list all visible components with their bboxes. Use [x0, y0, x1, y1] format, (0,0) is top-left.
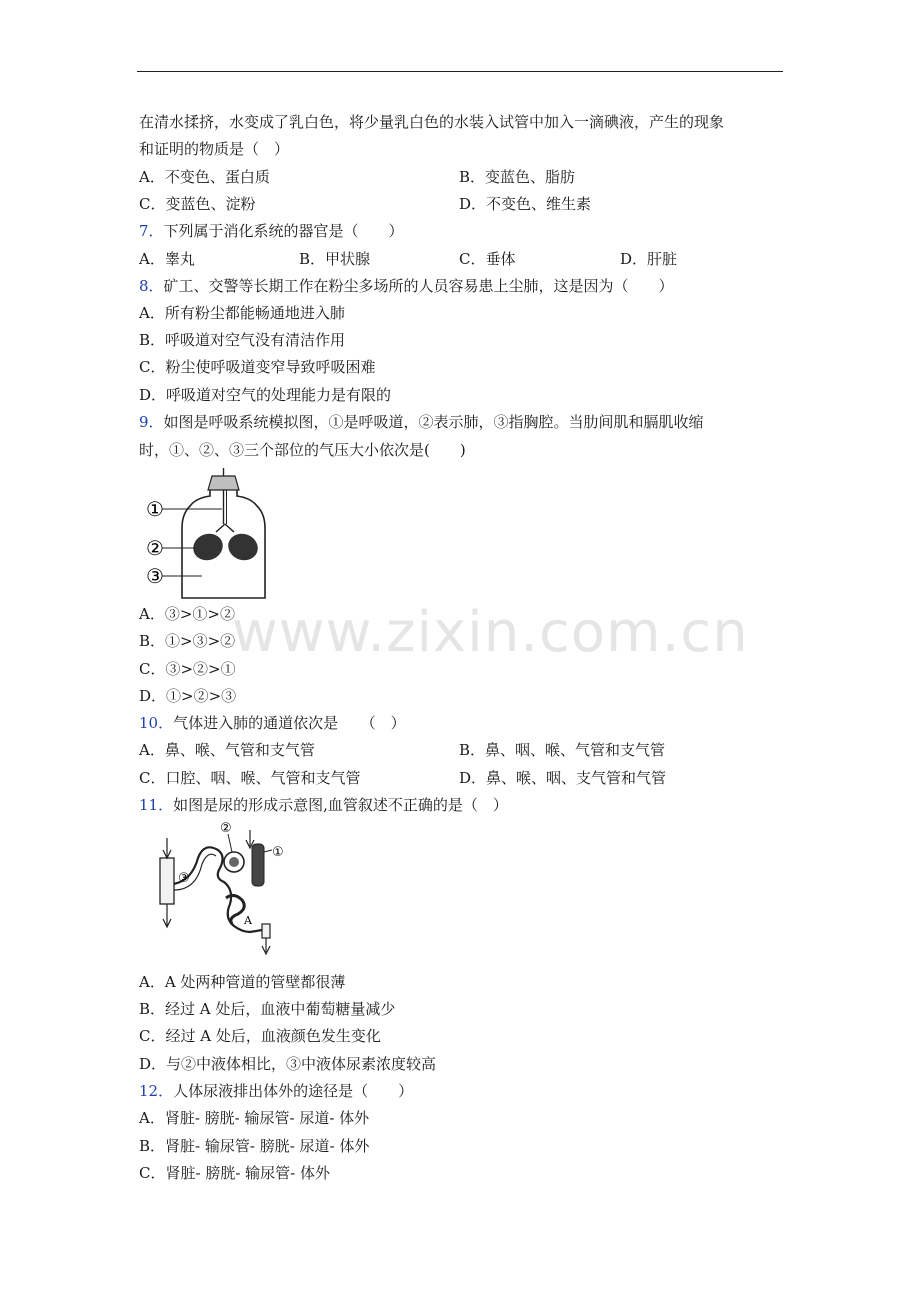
q6-option-b: B．变蓝色、脂肪	[459, 168, 576, 186]
q10-option-d: D．鼻、喉、咽、支气管和气管	[459, 769, 667, 787]
q10-stem	[139, 713, 406, 733]
q12-option-a: A．肾脏- 膀胱- 输尿管- 尿道- 体外	[139, 1109, 370, 1127]
q10-number: 10．	[139, 714, 174, 732]
q8-option-b: B．呼吸道对空气没有清洁作用	[139, 331, 346, 349]
left-lung	[189, 530, 226, 565]
q8-option-c: C．粉尘使呼吸道变窄导致呼吸困难	[139, 358, 376, 376]
q8-option-d: D．呼吸道对空气的处理能力是有限的	[139, 386, 392, 404]
q7-option-c: C．垂体	[459, 250, 516, 268]
q6-stem-line2: 和证明的物质是（ ）	[139, 140, 290, 158]
bronchi	[216, 524, 234, 532]
q7-stem-text: 下列属于消化系统的器官是（ ）	[163, 222, 404, 240]
q10-option-a: A．鼻、喉、气管和支气管	[139, 741, 315, 759]
q9-stem-line2: 时，①、②、③三个部位的气压大小依次是( )	[139, 441, 466, 459]
q6-stem-line1: 在清水揉挤，水变成了乳白色，将少量乳白色的水装入试管中加入一滴碘液，产生的现象	[139, 113, 725, 131]
q9-option-d: D．①>②>③	[139, 687, 237, 705]
q10-option-c: C．口腔、咽、喉、气管和支气管	[139, 769, 361, 787]
q8-stem	[139, 276, 674, 296]
q10-option-b: B．鼻、咽、喉、气管和支气管	[459, 741, 666, 759]
q12-stem	[139, 1081, 413, 1101]
fig11-label-3: ③	[178, 871, 190, 886]
right-lung	[224, 530, 261, 565]
q7-option-b: B．甲状腺	[299, 250, 371, 268]
q7-option-d: D．肝脏	[620, 250, 678, 268]
q8-option-a: A．所有粉尘都能畅通地进入肺	[139, 304, 345, 322]
fig11-label-a: A	[244, 914, 252, 927]
fig9-label-2: ②	[146, 536, 164, 560]
fig9-label-3: ③	[146, 564, 164, 588]
urine-formation-figure	[152, 820, 292, 965]
q8-number: 8．	[139, 277, 164, 295]
q6-option-a: A．不变色、蛋白质	[139, 168, 270, 186]
respiratory-model-figure	[140, 466, 275, 601]
collecting-vessel	[160, 858, 174, 904]
q12-option-c: C．肾脏- 膀胱- 输尿管- 体外	[139, 1164, 330, 1182]
q11-option-c: C．经过 A 处后，血液颜色发生变化	[139, 1027, 381, 1045]
q7-number: 7．	[139, 222, 164, 240]
fig11-label-2: ②	[220, 821, 232, 836]
q12-stem-text: 人体尿液排出体外的途径是（ ）	[173, 1082, 414, 1100]
q12-option-b: B．肾脏- 输尿管- 膀胱- 尿道- 体外	[139, 1137, 370, 1155]
q9-stem-text: 如图是呼吸系统模拟图，①是呼吸道，②表示肺，③指胸腔。当肋间肌和膈肌收缩	[163, 413, 704, 431]
watermark: www.zixin.com.cn	[232, 600, 749, 665]
q9-stem-line1	[139, 412, 704, 432]
q9-number: 9．	[139, 413, 164, 431]
q6-option-d: D．不变色、维生素	[459, 195, 592, 213]
q9-option-c: C．③>②>①	[139, 660, 236, 678]
blood-vessel	[252, 844, 264, 886]
q9-option-b: B．①>③>②	[139, 632, 236, 650]
q11-option-a: A．A 处两种管道的管壁都很薄	[139, 973, 346, 991]
q11-number: 11．	[139, 796, 174, 814]
stopper	[208, 476, 239, 490]
q11-option-b: B．经过 A 处后，血液中葡萄糖量减少	[139, 1000, 396, 1018]
fig9-label-1: ①	[146, 497, 164, 521]
q8-stem-text: 矿工、交警等长期工作在粉尘多场所的人员容易患上尘肺，这是因为（ ）	[163, 277, 674, 295]
header-rule	[137, 71, 783, 72]
q10-stem-text: 气体进入肺的通道依次是 （ ）	[173, 714, 406, 732]
q11-stem-text: 如图是尿的形成示意图,血管叙述不正确的是（ ）	[173, 796, 508, 814]
q11-option-d: D．与②中液体相比，③中液体尿素浓度较高	[139, 1055, 437, 1073]
fig11-label-1: ①	[272, 845, 284, 860]
q7-option-a: A．睾丸	[139, 250, 195, 268]
q11-stem	[139, 795, 508, 815]
q9-option-a: A．③>①>②	[139, 605, 235, 623]
q12-number: 12．	[139, 1082, 174, 1100]
q7-stem	[139, 221, 404, 241]
q6-option-c: C．变蓝色、淀粉	[139, 195, 256, 213]
